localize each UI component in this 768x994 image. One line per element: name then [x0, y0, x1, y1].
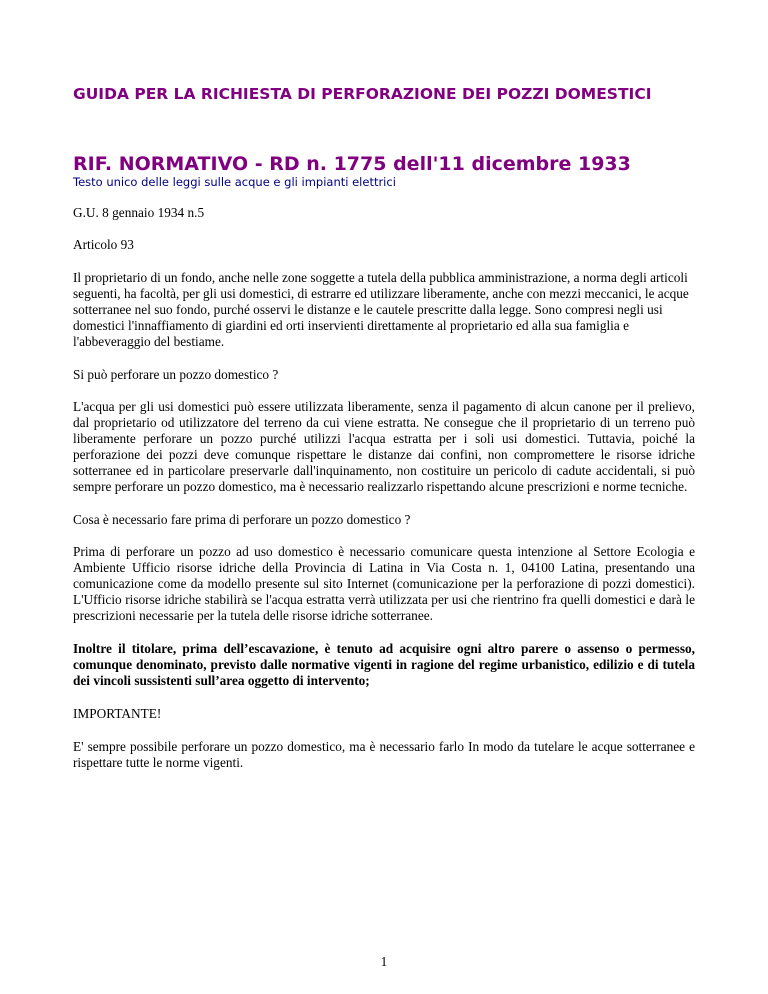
final-paragraph: E' sempre possibile perforare un pozzo domestico, ma è necessario farlo In modo da tutelare le acque sotterranee e rispettare tutte le norme vigenti. — [73, 739, 695, 770]
page-number: 1 — [380, 954, 388, 969]
reference-subtitle: Testo unico delle leggi sulle acque e gli impianti elettrici — [73, 175, 396, 189]
question-1: Si può perforare un pozzo domestico ? — [73, 367, 279, 382]
reference-heading: RIF. NORMATIVO - RD n. 1775 dell'11 dicembre 1933 — [73, 153, 631, 175]
answer-2: Prima di perforare un pozzo ad uso domestico è necessario comunicare questa intenzione al Settore Ecologia e Ambiente Ufficio risorse idriche della Provincia di Latina in Via Costa n. 1, 04100 Latina, presentando una comunicazione come da modello presente sul sito Internet (comunicazione per la perforazione di pozzi domestici). L'Ufficio risorse idriche stabilirà se l'acqua estratta verrà utilizzata per usi che rientrino fra quelli domestici e darà le prescrizioni necessarie per la tutela delle risorse idriche sotterranee. — [73, 544, 695, 623]
answer-1: L'acqua per gli usi domestici può essere utilizzata liberamente, senza il pagamento di alcun canone per il prelievo, dal proprietario od utilizzatore del terreno da cui viene estratta. Ne consegue che il proprietario di un terreno può liberamente perforare un pozzo purché utilizzi l'acqua estratta per i soli usi domestici. Tuttavia, poiché la perforazione dei pozzi deve comunque rispettare le distanze dai confini, non compromettere le risorse idriche sotterranee ed in particolare preservarle dall'inquinamento, non costituire un pericolo di cadute accidentali, si può sempre perforare un pozzo domestico, ma è necessario realizzarlo rispettando alcune prescrizioni e norme tecniche. — [73, 399, 695, 494]
bold-notice: Inoltre il titolare, prima dell’escavazione, è tenuto ad acquisire ogni altro parere o assenso o permesso, comunque denominato, previsto dalle normative vigenti in ragione del regime urbanistico, edilizio e di tutela dei vincoli sussistenti sull’area oggetto di intervento; — [73, 641, 695, 688]
article-text: Il proprietario di un fondo, anche nelle zone soggette a tutela della pubblica amministrazione, a norma degli articoli seguenti, ha facoltà, per gli usi domestici, di estrarre ed utilizzare liberamente, anche con mezzi meccanici, le acque sotterranee nel suo fondo, purché osservi le distanze e le cautele prescritte dalla legge. Sono compresi negli usi domestici l'innaffiamento di giardini ed orti inservienti direttamente al proprietario ed alla sua famiglia e l'abbeveraggio del bestiame. — [73, 270, 689, 349]
question-2: Cosa è necessario fare prima di perforare un pozzo domestico ? — [73, 512, 411, 527]
document-title: GUIDA PER LA RICHIESTA DI PERFORAZIONE DEI POZZI DOMESTICI — [73, 85, 652, 103]
article-number: Articolo 93 — [73, 237, 134, 252]
gazette-reference: G.U. 8 gennaio 1934 n.5 — [73, 205, 205, 220]
important-label: IMPORTANTE! — [73, 706, 162, 721]
document-body — [73, 84, 695, 771]
